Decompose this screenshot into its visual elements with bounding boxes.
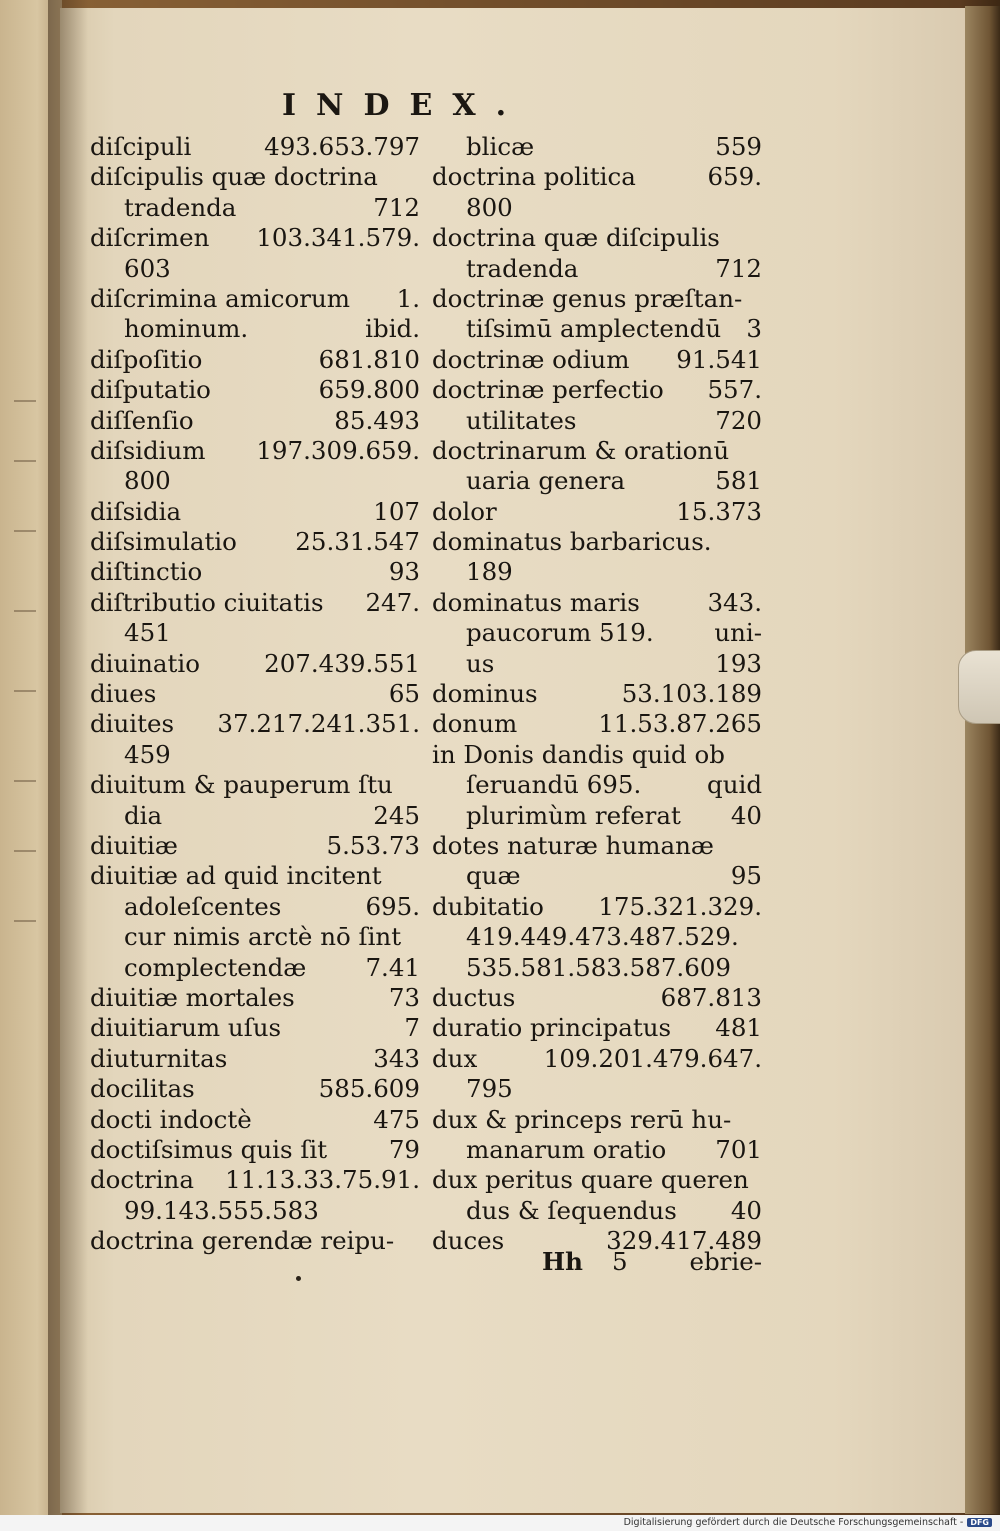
index-entry — [90, 345, 420, 375]
index-entry — [90, 314, 420, 344]
index-entry — [90, 193, 420, 223]
credit-text: Digitalisierung gefördert durch die Deutsche Forschungsgemeinschaft - — [623, 1517, 964, 1528]
index-term: dominatus maris — [432, 587, 640, 617]
index-entry — [432, 1196, 762, 1226]
index-entry — [432, 284, 762, 314]
index-entry — [90, 1165, 420, 1195]
index-term: dominus — [432, 679, 538, 709]
index-entry — [90, 953, 420, 983]
page-fore-edge — [965, 6, 1000, 1514]
index-pages: 712 — [715, 253, 762, 283]
index-entry — [432, 1165, 762, 1195]
index-entry — [432, 770, 762, 800]
index-term: doctiſsimus quis ſit — [90, 1134, 328, 1164]
index-pages: 247. — [365, 587, 420, 617]
index-entry — [90, 649, 420, 679]
index-entry — [90, 1105, 420, 1135]
index-term: doctrina politica — [432, 162, 636, 192]
index-term: us — [466, 648, 495, 678]
index-entry — [90, 861, 420, 891]
index-entry — [432, 527, 762, 557]
index-pages: 1. — [396, 283, 420, 313]
index-pages: 11.13.33.75.91. — [225, 1165, 420, 1195]
index-pages: 475 — [373, 1104, 420, 1134]
index-term: utilitates — [466, 405, 577, 435]
index-pages: 712 — [373, 192, 420, 222]
index-pages: 343 — [373, 1043, 420, 1073]
index-entry — [90, 1074, 420, 1104]
index-pages: 207.439.551 — [264, 648, 420, 678]
index-pages: 681.810 — [318, 344, 420, 374]
index-entry — [90, 284, 420, 314]
index-entry — [90, 588, 420, 618]
index-term: 189 — [466, 557, 513, 587]
index-term: duces — [432, 1226, 505, 1256]
index-entry — [90, 223, 420, 253]
index-entry — [90, 497, 420, 527]
index-term: diuitiæ mortales — [90, 982, 295, 1012]
index-entry — [90, 162, 420, 192]
index-pages: 40 — [730, 1195, 762, 1225]
index-pages: 93 — [388, 557, 420, 587]
index-entry — [90, 983, 420, 1013]
index-entry — [90, 770, 420, 800]
index-pages: 559 — [715, 132, 762, 161]
index-entry — [432, 588, 762, 618]
digitization-credit — [624, 1517, 992, 1528]
index-pages: quid — [707, 770, 762, 800]
index-term: diuinatio — [90, 648, 200, 678]
index-pages: 79 — [388, 1134, 420, 1164]
index-term: dotes naturæ humanæ — [432, 830, 714, 860]
index-entry — [432, 649, 762, 679]
index-pages: 7 — [404, 1013, 420, 1043]
index-entry — [90, 466, 420, 496]
index-entry — [432, 953, 762, 983]
index-pages: 701 — [715, 1134, 762, 1164]
index-pages: 91.541 — [676, 344, 762, 374]
index-term: 800 — [466, 192, 513, 222]
index-term: dux — [432, 1043, 478, 1073]
index-entry — [90, 1226, 420, 1256]
index-term: dubitatio — [432, 891, 544, 921]
index-term: diſcipuli — [90, 132, 192, 161]
index-pages: 481 — [715, 1013, 762, 1043]
index-term: tradenda — [124, 192, 237, 222]
index-term: dominatus barbaricus. — [432, 527, 712, 557]
index-entry — [90, 557, 420, 587]
index-pages: 343. — [707, 587, 762, 617]
index-term: diuites — [90, 709, 175, 739]
index-pages: 37.217.241.351. — [217, 709, 420, 739]
bleed-through-marks — [8, 380, 48, 980]
index-entry — [432, 466, 762, 496]
index-entry — [432, 1013, 762, 1043]
index-entry — [90, 436, 420, 466]
index-entry — [432, 162, 762, 192]
index-entry — [90, 922, 420, 952]
index-pages: 7.41 — [365, 952, 420, 982]
index-term: doctrina gerendæ reipu- — [90, 1226, 395, 1256]
index-term: adoleſcentes — [124, 891, 282, 921]
index-pages: 3 — [746, 314, 762, 344]
index-term: doctrinæ genus præſtan- — [432, 283, 743, 313]
index-term: ſeruandū 695. — [466, 770, 642, 800]
index-term: 99.143.555.583 — [124, 1195, 319, 1225]
index-term: diſſenſio — [90, 405, 194, 435]
gutter-shadow — [48, 0, 88, 1515]
index-term: diuitiæ — [90, 830, 178, 860]
index-pages: 193 — [715, 648, 762, 678]
index-term: diſputatio — [90, 375, 211, 405]
index-term: complectendæ — [124, 952, 307, 982]
signature-mark: Hh — [542, 1247, 583, 1276]
index-entry — [90, 709, 420, 739]
index-pages: 720 — [715, 405, 762, 435]
index-term: 795 — [466, 1074, 513, 1104]
index-term: diſsimulatio — [90, 527, 237, 557]
index-term: doctrinæ perfectio — [432, 375, 664, 405]
index-term: tradenda — [466, 253, 579, 283]
index-term: diuitiarum uſus — [90, 1013, 282, 1043]
index-pages: 245 — [373, 800, 420, 830]
signature-number: 5 — [612, 1247, 628, 1276]
index-entry — [432, 406, 762, 436]
index-term: dus & ſequendus — [466, 1195, 677, 1225]
index-term: doctrinæ odium — [432, 344, 630, 374]
index-entry — [432, 254, 762, 284]
index-term: blicæ — [466, 132, 535, 161]
index-entry — [432, 618, 762, 648]
index-entry — [90, 1044, 420, 1074]
index-term: donum — [432, 709, 518, 739]
index-term: diſpoſitio — [90, 344, 203, 374]
index-term: docti indoctè — [90, 1104, 252, 1134]
index-pages: 585.609 — [318, 1074, 420, 1104]
index-pages: 65 — [388, 679, 420, 709]
index-term: 451 — [124, 618, 171, 648]
index-term: diuturnitas — [90, 1043, 228, 1073]
index-pages: 329.417.489 — [606, 1226, 762, 1256]
page-header: INDEX. — [282, 88, 527, 123]
index-pages: 197.309.659. — [256, 435, 420, 465]
index-entry — [432, 193, 762, 223]
index-entry — [432, 345, 762, 375]
index-entry — [90, 1013, 420, 1043]
index-entry — [432, 892, 762, 922]
index-term: diues — [90, 679, 157, 709]
index-term: 535.581.583.587.609 — [466, 952, 731, 982]
index-entry — [432, 983, 762, 1013]
index-entry — [90, 679, 420, 709]
index-pages: 109.201.479.647. — [543, 1043, 762, 1073]
index-term: doctrina — [90, 1165, 194, 1195]
index-term: dux peritus quare queren — [432, 1165, 749, 1195]
index-entry — [432, 557, 762, 587]
index-term: doctrina quæ diſcipulis — [432, 223, 720, 253]
index-entry — [432, 740, 762, 770]
index-pages: uni- — [714, 618, 762, 648]
index-term: tiſsimū amplectendū — [466, 314, 722, 344]
index-term: diſtinctio — [90, 557, 203, 587]
index-entry — [90, 527, 420, 557]
index-entry — [432, 223, 762, 253]
index-term: diſsidium — [90, 435, 206, 465]
index-pages: 15.373 — [676, 496, 762, 526]
index-entry — [432, 1135, 762, 1165]
index-entry — [432, 132, 762, 162]
index-term: diſtributio ciuitatis — [90, 587, 324, 617]
ink-dot — [296, 1276, 301, 1281]
index-entry — [432, 831, 762, 861]
index-pages: 659.800 — [318, 375, 420, 405]
index-term: dux & princeps rerū hu- — [432, 1104, 732, 1134]
index-pages: 103.341.579. — [256, 223, 420, 253]
index-term: dolor — [432, 496, 497, 526]
index-pages: 695. — [365, 891, 420, 921]
index-entry — [90, 892, 420, 922]
index-term: diſcipulis quæ doctrina — [90, 162, 378, 192]
index-pages: 95 — [730, 861, 762, 891]
index-pages: 25.31.547 — [295, 527, 420, 557]
index-entry — [90, 1196, 420, 1226]
index-entry — [90, 254, 420, 284]
index-entry — [432, 922, 762, 952]
index-term: diſsidia — [90, 496, 182, 526]
index-entry — [90, 831, 420, 861]
index-entry — [432, 1074, 762, 1104]
index-pages: 687.813 — [660, 982, 762, 1012]
index-term: cur nimis arctè nō ſint — [124, 922, 402, 952]
index-entry — [90, 618, 420, 648]
index-term: doctrinarum & orationū — [432, 435, 730, 465]
index-pages: 40 — [730, 800, 762, 830]
index-pages: 493.653.797 — [264, 132, 420, 161]
index-pages: 53.103.189 — [621, 679, 762, 709]
index-entry — [90, 801, 420, 831]
index-column-right — [432, 132, 762, 1256]
index-term: in Donis dandis quid ob — [432, 739, 725, 769]
index-term: plurimùm referat — [466, 800, 681, 830]
index-term: hominum. — [124, 314, 249, 344]
index-term: diſcrimen — [90, 223, 210, 253]
index-entry — [432, 1105, 762, 1135]
catchword: ebrie- — [689, 1247, 762, 1276]
index-pages: 73 — [388, 982, 420, 1012]
index-term: duratio principatus — [432, 1013, 672, 1043]
index-term: 603 — [124, 253, 171, 283]
index-term: ductus — [432, 982, 516, 1012]
index-pages: ibid. — [365, 314, 420, 344]
index-term: paucorum 519. — [466, 618, 654, 648]
index-entry — [432, 679, 762, 709]
index-term: 419.449.473.487.529. — [466, 922, 739, 952]
index-pages: 175.321.329. — [598, 891, 762, 921]
index-term: manarum oratio — [466, 1134, 667, 1164]
index-entry — [432, 436, 762, 466]
index-term: 800 — [124, 466, 171, 496]
index-entry — [90, 1135, 420, 1165]
index-entry — [90, 740, 420, 770]
index-term: uaria genera — [466, 466, 626, 496]
index-term: 459 — [124, 739, 171, 769]
index-entry — [432, 709, 762, 739]
index-entry — [90, 375, 420, 405]
index-entry — [432, 497, 762, 527]
page-clip-icon — [958, 650, 1000, 724]
index-entry — [432, 375, 762, 405]
index-term: diuitiæ ad quid incitent — [90, 861, 382, 891]
index-entry — [432, 314, 762, 344]
index-entry — [90, 406, 420, 436]
index-term: quæ — [466, 861, 521, 891]
index-column-left — [90, 132, 420, 1256]
index-pages: 5.53.73 — [326, 830, 420, 860]
index-term: dia — [124, 800, 163, 830]
index-entry — [432, 801, 762, 831]
index-pages: 581 — [715, 466, 762, 496]
index-entry — [432, 1044, 762, 1074]
index-term: diuitum & pauperum ſtu — [90, 770, 393, 800]
index-entry — [432, 861, 762, 891]
index-pages: 85.493 — [334, 405, 420, 435]
dfg-logo-icon: DFG — [967, 1518, 992, 1527]
index-term: docilitas — [90, 1074, 195, 1104]
index-pages: 557. — [707, 375, 762, 405]
index-pages: 659. — [707, 162, 762, 192]
index-entry — [90, 132, 420, 162]
index-pages: 107 — [373, 496, 420, 526]
index-pages: 11.53.87.265 — [598, 709, 762, 739]
index-term: diſcrimina amicorum — [90, 283, 350, 313]
